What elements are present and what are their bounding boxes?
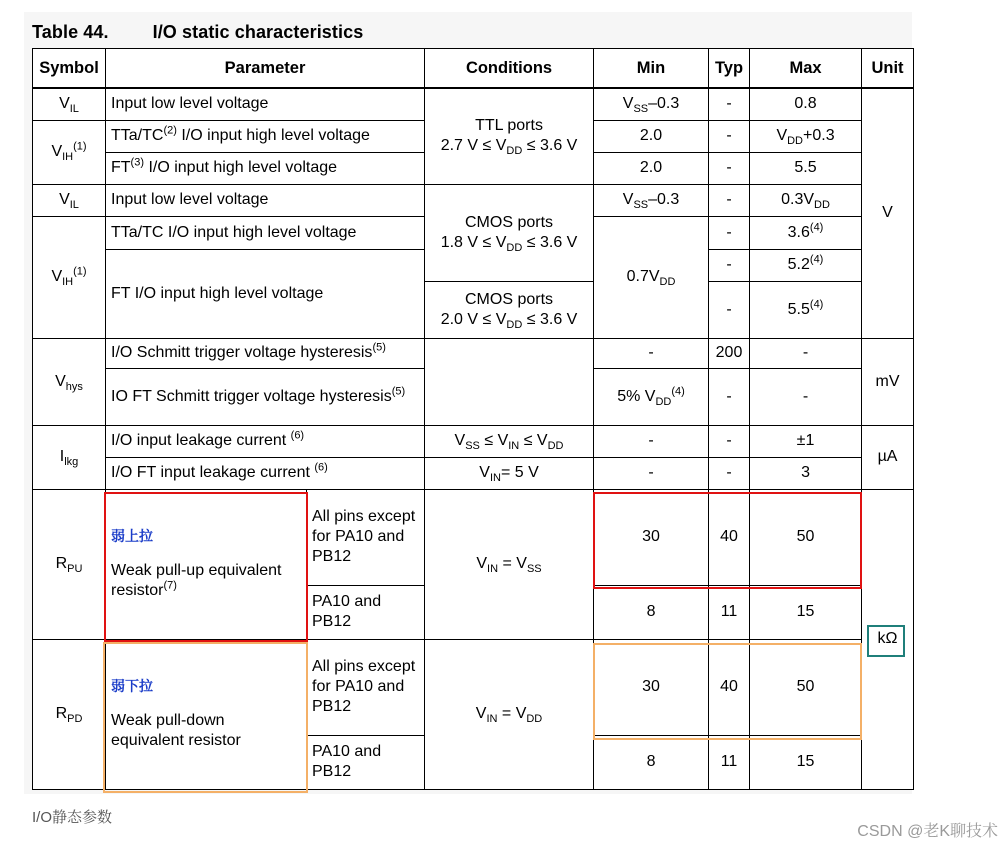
table-caption — [32, 22, 363, 43]
typ-cell: - — [709, 425, 750, 457]
max-cell: 15 — [750, 585, 862, 639]
max-cell: 5.2$^{(4)}$ — [750, 249, 862, 281]
param-cell: FT$^{(3)}$ I/O input high level voltage — [106, 152, 425, 184]
header-typ: Typ — [709, 49, 750, 89]
table-row — [33, 425, 914, 457]
table-row — [33, 639, 914, 735]
table-row — [33, 88, 914, 120]
condition-vin: $V_{IN}= 5$ V — [425, 457, 594, 489]
unit-volt: V — [862, 88, 914, 338]
header-row — [33, 49, 914, 89]
pull-down-note: 弱下拉 — [111, 679, 153, 695]
symbol-rpd: $R_{PD}$ — [33, 639, 106, 789]
symbol-vih: $V_{IH}^{(1)}$ — [33, 120, 106, 184]
typ-cell: 200 — [709, 338, 750, 368]
min-cell: $0.7V_{DD}$ — [594, 216, 709, 338]
max-cell: 15 — [750, 735, 862, 789]
header-max: Max — [750, 49, 862, 89]
watermark: CSDN @老K聊技术 — [857, 823, 998, 840]
rpd-parameter: 弱下拉 Weak pull-down equivalent resistor — [106, 639, 307, 789]
rpd-pins-pa10-pb12: PA10 and PB12 — [307, 735, 425, 789]
min-cell: - — [594, 338, 709, 368]
unit-millivolt: mV — [862, 338, 914, 425]
param-cell: TTa/TC I/O input high level voltage — [106, 216, 425, 249]
rpu-parameter: 弱上拉 Weak pull-up equivalent resistor$^{(7)}$ — [106, 489, 307, 639]
min-cell: $V_{SS}-0.3$ — [594, 88, 709, 120]
typ-cell: - — [709, 457, 750, 489]
param-cell: IO FT Schmitt trigger voltage hysteresis$^{(5)}$ — [106, 368, 425, 425]
max-cell: ±1 — [750, 425, 862, 457]
param-cell: I/O FT input leakage current $^{(6)}$ — [106, 457, 425, 489]
min-cell: 30 — [594, 639, 709, 735]
min-cell: $V_{SS}-0.3$ — [594, 184, 709, 216]
table-number: Table 44. — [32, 22, 109, 42]
max-cell: 5.5$^{(4)}$ — [750, 281, 862, 338]
symbol-vil: $V_{IL}$ — [33, 184, 106, 216]
max-cell: 3.6$^{(4)}$ — [750, 216, 862, 249]
max-cell: 50 — [750, 489, 862, 585]
symbol-vhys: $V_{hys}$ — [33, 338, 106, 425]
unit-kiloohm: kΩ — [862, 489, 914, 789]
table-row — [33, 489, 914, 585]
min-cell: - — [594, 425, 709, 457]
table-title: I/O static characteristics — [152, 22, 364, 42]
symbol-vih: $V_{IH}^{(1)}$ — [33, 216, 106, 338]
max-cell: 3 — [750, 457, 862, 489]
typ-cell: 40 — [709, 639, 750, 735]
typ-cell: 40 — [709, 489, 750, 585]
condition-cmos-2: CMOS ports 2.0 $V \le V_{DD} \le 3.6$ V — [425, 281, 594, 338]
typ-cell: - — [709, 249, 750, 281]
min-cell: 5% $V_{DD}^{(4)}$ — [594, 368, 709, 425]
condition-vin-vss: $V_{IN} = V_{SS}$ — [425, 489, 594, 639]
min-cell: - — [594, 457, 709, 489]
min-cell: 8 — [594, 585, 709, 639]
min-cell: 8 — [594, 735, 709, 789]
header-unit: Unit — [862, 49, 914, 89]
max-cell: 50 — [750, 639, 862, 735]
header-parameter: Parameter — [106, 49, 425, 89]
typ-cell: - — [709, 152, 750, 184]
typ-cell: - — [709, 120, 750, 152]
max-cell: $0.3V_{DD}$ — [750, 184, 862, 216]
rpu-pins-all: All pins except for PA10 and PB12 — [307, 489, 425, 585]
condition-vin-vdd: $V_{IN} = V_{DD}$ — [425, 639, 594, 789]
rpu-pins-pa10-pb12: PA10 and PB12 — [307, 585, 425, 639]
max-cell: 5.5 — [750, 152, 862, 184]
table-row — [33, 457, 914, 489]
typ-cell: 11 — [709, 735, 750, 789]
symbol-vil: $V_{IL}$ — [33, 88, 106, 120]
max-cell: 0.8 — [750, 88, 862, 120]
typ-cell: - — [709, 216, 750, 249]
max-cell: $V_{DD}+0.3$ — [750, 120, 862, 152]
image-caption: I/O静态参数 — [32, 809, 113, 826]
header-conditions: Conditions — [425, 49, 594, 89]
unit-microamp: µA — [862, 425, 914, 489]
rpd-pins-all: All pins except for PA10 and PB12 — [307, 639, 425, 735]
typ-cell: 11 — [709, 585, 750, 639]
param-cell: Input low level voltage — [106, 88, 425, 120]
typ-cell: - — [709, 281, 750, 338]
typ-cell: - — [709, 368, 750, 425]
min-cell: 30 — [594, 489, 709, 585]
condition-leakage: $V_{SS} \le V_{IN} \le V_{DD}$ — [425, 425, 594, 457]
typ-cell: - — [709, 88, 750, 120]
condition-ttl: TTL ports 2.7 $V \le V_{DD} \le 3.6$ V — [425, 88, 594, 184]
min-cell: 2.0 — [594, 152, 709, 184]
param-cell: I/O input leakage current $^{(6)}$ — [106, 425, 425, 457]
header-symbol: Symbol — [33, 49, 106, 89]
max-cell: - — [750, 338, 862, 368]
io-static-characteristics-table — [32, 48, 914, 790]
max-cell: - — [750, 368, 862, 425]
table-row — [33, 338, 914, 368]
param-cell: Input low level voltage — [106, 184, 425, 216]
symbol-ilkg: $I_{lkg}$ — [33, 425, 106, 489]
table-row — [33, 184, 914, 216]
min-cell: 2.0 — [594, 120, 709, 152]
param-cell: I/O Schmitt trigger voltage hysteresis$^{(5)}$ — [106, 338, 425, 368]
symbol-rpu: $R_{PU}$ — [33, 489, 106, 639]
pull-up-note: 弱上拉 — [111, 529, 153, 545]
header-min: Min — [594, 49, 709, 89]
typ-cell: - — [709, 184, 750, 216]
condition-cmos-1: CMOS ports 1.8 $V \le V_{DD} \le 3.6$ V — [425, 184, 594, 281]
param-cell: TTa/TC$^{(2)}$ I/O input high level voltage — [106, 120, 425, 152]
condition-empty — [425, 338, 594, 425]
param-cell: FT I/O input high level voltage — [106, 249, 425, 338]
